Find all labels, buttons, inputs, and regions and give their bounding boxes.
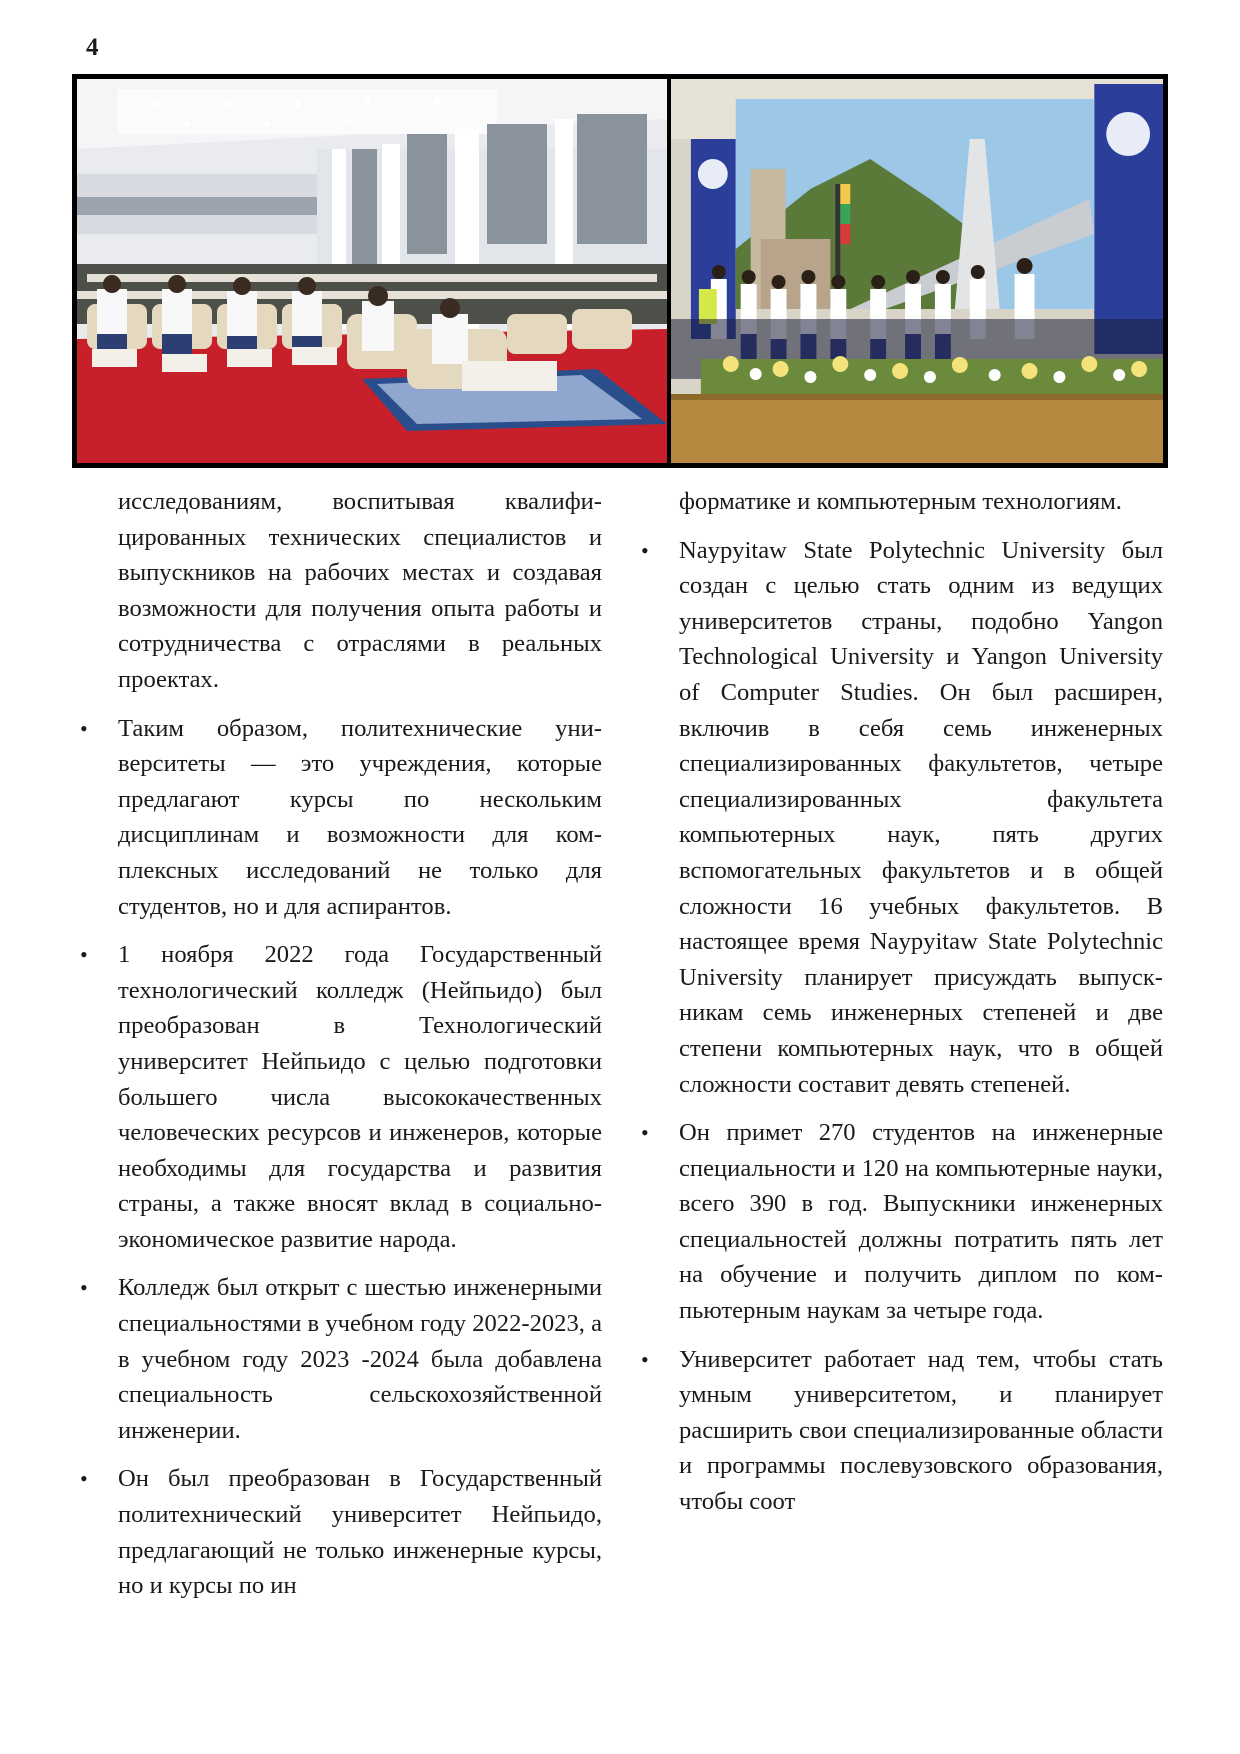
bullet-paragraph: • Таким образом, политехнические университеты — это учреждения, которые предлагают курсы по нескольким дисциплинам и возможности для комплексных исследований не только для студентов, но и для аспирантов. [118, 711, 602, 925]
page-number: 4 [86, 34, 99, 61]
paragraph-continued: исследованиям, воспитывая квалифицированных технических специалистов и выпускников на рабочих местах и создавая возможности для получения опыта работы и сотрудничества с отраслями в реальных проектах. [118, 488, 602, 693]
bullet-paragraph: • Университет работает над тем, чтобы стать умным университетом, и планирует расширить свои специализированные области и программы послевузовского образования, чтобы соот [679, 1342, 1163, 1520]
bullet-paragraph: • Naypyitaw State Polytechnic University был создан с целью стать одним из ведущих университетов страны, подобно Yangon Technological University и Yangon University of Computer Studies. Он был расширен, включив в себя семь инженерных специализированных факультетов, четыре специализированных факультета компьютерных наук, пять других вспомогательных факультетов и в общей сложности 16 учебных факультетов. В настоящее время Naypyitaw State Polytechnic University планирует присуждать выпускникам семь инженерных степеней и две степени компьютерных наук, что в общей сложности составит девять степеней. [679, 533, 1163, 1103]
bullet-paragraph: • Он был преобразован в Государственный политехнический университет Нейпьидо, предлагающий не только инженерные курсы, но и курсы по ин [118, 1461, 602, 1603]
right-text-column [679, 484, 1163, 1533]
auditorium-ceremony-photo [77, 79, 667, 463]
left-text-column [118, 484, 602, 1617]
bullet-paragraph: • 1 ноября 2022 года Государственный технологический колледж (Нейпьидо) был преобразован в Технологический университет Нейпьидо с целью подготовки большего числа высококачественных человеческих ресурсов и инженеров, которые необходимы для государства и развития страны, а также вносят вклад в социально-экономическое развитие народа. [118, 937, 602, 1257]
photo-strip [72, 74, 1168, 468]
bullet-paragraph: • Колледж был открыт с шестью инженерными специальностями в учебном году 2022-2023, а в учебном году 2023 -2024 была добавлена специальность сельскохозяйственной инженерии. [118, 1270, 602, 1448]
bullet-paragraph: • Он примет 270 студентов на инженерные специальности и 120 на компьютерные науки, всего 390 в год. Выпускники инженерных специальностей должны потратить пять лет на обучение и получить диплом по компьютерным наукам за четыре года. [679, 1115, 1163, 1329]
paragraph-continued: форматике и компьютерным технологиям. [679, 488, 1122, 515]
stage-presentation-photo [671, 79, 1163, 463]
